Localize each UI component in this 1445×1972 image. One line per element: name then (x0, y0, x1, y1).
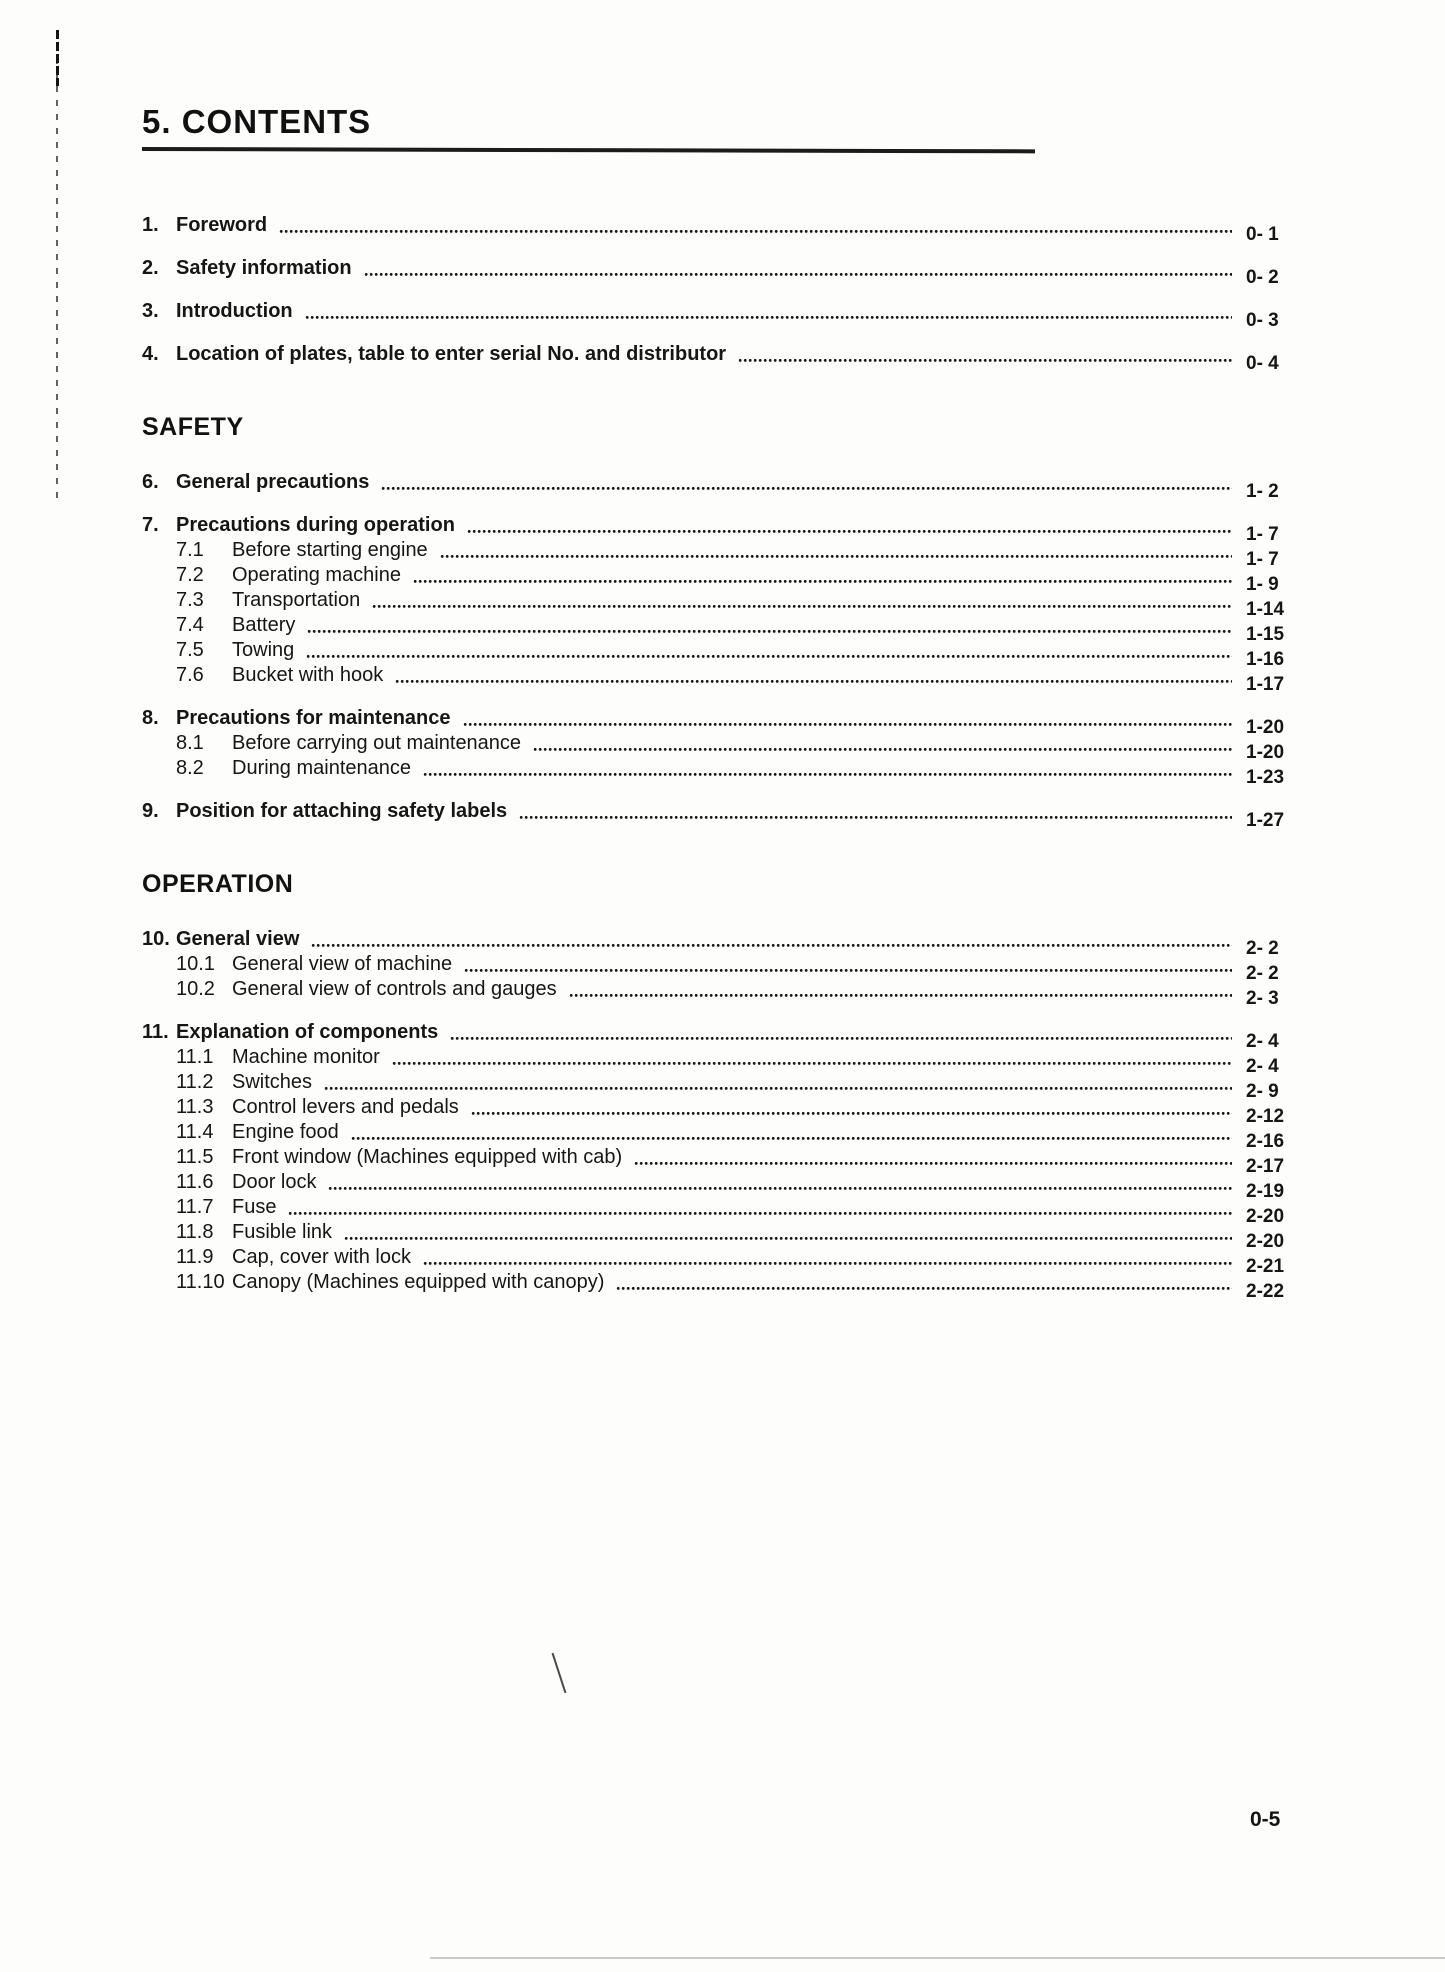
toc-entry (142, 977, 1310, 1009)
toc-entry-page: 1-20 (1246, 742, 1285, 763)
toc-entry (142, 588, 1310, 620)
page-content (142, 0, 1310, 1302)
toc-entry-label: Before starting engine (232, 539, 428, 561)
footer-page-number: 0-5 (1250, 1808, 1281, 1831)
toc-entry (142, 1245, 1310, 1277)
toc-leader-dots (344, 1236, 1232, 1241)
scan-gutter-dashes-top (56, 30, 59, 86)
toc-entry-label: Foreword (176, 214, 268, 236)
toc-entry (142, 256, 1310, 288)
toc-entry-number: 1. (142, 214, 159, 236)
toc-entry-page: 2-22 (1246, 1281, 1285, 1302)
toc-entry-page: 0- 2 (1246, 267, 1279, 288)
toc-entry-label: Location of plates, table to enter serial No. and distributor (176, 343, 727, 365)
toc-entry-label: Position for attaching safety labels (176, 800, 508, 822)
toc-entry-number: 6. (142, 471, 159, 493)
toc-entry-number: 8.2 (176, 757, 204, 779)
toc-entry-label: During maintenance (232, 757, 411, 779)
toc-entry-page: 1- 2 (1246, 481, 1279, 502)
toc-entry (142, 1045, 1310, 1077)
toc-entry (142, 1220, 1310, 1252)
toc-entry-page: 2-21 (1246, 1256, 1285, 1277)
toc-entry-number: 7. (142, 514, 159, 536)
toc-entry-number: 7.2 (176, 564, 204, 586)
toc-leader-dots (450, 1036, 1232, 1041)
toc-entry-number: 10.2 (176, 978, 215, 1000)
toc-entry-page: 0- 1 (1246, 224, 1279, 245)
toc-entry (142, 1095, 1310, 1127)
toc-entry (142, 799, 1310, 831)
toc-entry-number: 8. (142, 707, 159, 729)
toc-leader-dots (324, 1086, 1232, 1091)
toc-entry-page: 1-16 (1246, 649, 1285, 670)
toc-leader-dots (467, 529, 1232, 534)
toc-entry-page: 2-16 (1246, 1131, 1285, 1152)
toc-entry-number: 7.6 (176, 664, 204, 686)
toc-entry-label: Front window (Machines equipped with cab) (232, 1146, 623, 1168)
toc-leader-dots (395, 679, 1232, 684)
toc-leader-dots (519, 815, 1232, 820)
toc-entry-page: 2-12 (1246, 1106, 1285, 1127)
toc-entry-label: Battery (232, 614, 296, 636)
toc-entry (142, 756, 1310, 788)
toc-entry (142, 731, 1310, 763)
toc-entry-label: Cap, cover with lock (232, 1246, 411, 1268)
scan-stray-mark (552, 1653, 567, 1694)
toc-entry-number: 11.9 (176, 1246, 214, 1268)
page-title: 5. CONTENTS (142, 103, 372, 140)
toc-entry-page: 2-17 (1246, 1156, 1285, 1177)
toc-entry-number: 3. (142, 300, 159, 322)
toc-entry-page: 2- 4 (1246, 1031, 1279, 1052)
toc-entry-number: 7.5 (176, 639, 204, 661)
toc-entry-number: 11.1 (176, 1046, 214, 1068)
heading-rule (142, 147, 1035, 153)
toc-entry-page: 0- 4 (1246, 353, 1279, 374)
toc-entry-page: 2-20 (1246, 1206, 1285, 1227)
toc-leader-dots (533, 747, 1232, 752)
toc-entry-page: 0- 3 (1246, 310, 1279, 331)
toc-entry-page: 1- 7 (1246, 549, 1279, 570)
toc-entry-label: Door lock (232, 1171, 317, 1193)
toc-entry-label: General view of machine (232, 953, 453, 975)
toc-entry-label: Machine monitor (232, 1046, 380, 1068)
toc-entry-label: Before carrying out maintenance (232, 732, 522, 754)
toc-leader-dots (305, 315, 1232, 320)
toc-entry-label: Explanation of components (176, 1021, 439, 1043)
toc-leader-dots (738, 358, 1232, 363)
toc-entry (142, 1120, 1310, 1152)
toc-entry-page: 1-17 (1246, 674, 1285, 695)
toc-entry (142, 706, 1310, 738)
toc-leader-dots (311, 943, 1232, 948)
toc-entry (142, 663, 1310, 695)
toc-leader-dots (616, 1286, 1232, 1291)
toc-entry (142, 213, 1310, 245)
toc-entry (142, 952, 1310, 984)
toc-leader-dots (328, 1186, 1232, 1191)
toc-entry-number: 11.6 (176, 1171, 214, 1193)
section-header: SAFETY (142, 413, 244, 441)
toc-entry-page: 1- 7 (1246, 524, 1279, 545)
toc-entry-label: General view of controls and gauges (232, 978, 557, 1000)
toc-entry-label: Transportation (232, 589, 361, 611)
toc-leader-dots (569, 993, 1232, 998)
toc-entry (142, 1170, 1310, 1202)
toc-entry (142, 1145, 1310, 1177)
toc-entry-number: 2. (142, 257, 159, 279)
toc-leader-dots (381, 486, 1232, 491)
toc-entry (142, 927, 1310, 959)
toc-entry (142, 1070, 1310, 1102)
toc-leader-dots (471, 1111, 1232, 1116)
toc-leader-dots (288, 1211, 1232, 1216)
toc-entry (142, 299, 1310, 331)
toc-entry (142, 638, 1310, 670)
toc-entry-page: 2- 2 (1246, 938, 1279, 959)
toc-entry (142, 513, 1310, 545)
toc-entry-number: 11.7 (176, 1196, 214, 1218)
toc-entry-label: Switches (232, 1071, 313, 1093)
toc-entry-page: 1-14 (1246, 599, 1285, 620)
toc-entry-number: 7.3 (176, 589, 204, 611)
toc-entry-label: Fuse (232, 1196, 277, 1218)
toc-entry (142, 538, 1310, 570)
toc-entry-page: 1-27 (1246, 810, 1285, 831)
toc-entry-page: 2- 9 (1246, 1081, 1279, 1102)
toc-entry-number: 11. (142, 1021, 169, 1043)
toc-entry-label: Precautions during operation (176, 514, 455, 536)
scan-bottom-line (430, 1957, 1445, 1959)
toc-leader-dots (307, 629, 1232, 634)
toc-entry-label: Engine food (232, 1121, 339, 1143)
toc-entry-number: 9. (142, 800, 159, 822)
toc-leader-dots (364, 272, 1232, 277)
toc-entry (142, 1270, 1310, 1302)
toc-leader-dots (372, 604, 1232, 609)
toc-entry-page: 1-20 (1246, 717, 1285, 738)
toc-entry-label: Safety information (176, 257, 352, 279)
toc-leader-dots (423, 1261, 1232, 1266)
toc-entry-page: 1-23 (1246, 767, 1285, 788)
toc-entry-label: Canopy (Machines equipped with canopy) (232, 1271, 605, 1293)
toc-entry-number: 11.5 (176, 1146, 214, 1168)
toc-entry-page: 2- 3 (1246, 988, 1279, 1009)
toc-entry-number: 11.4 (176, 1121, 214, 1143)
toc-entry-label: Control levers and pedals (232, 1096, 459, 1118)
toc-entry-label: Introduction (176, 300, 293, 322)
toc-entry-number: 10.1 (176, 953, 215, 975)
toc-entry-page: 2- 2 (1246, 963, 1279, 984)
toc-entry (142, 613, 1310, 645)
toc-entry-number: 10. (142, 928, 170, 950)
toc-entry-label: Towing (232, 639, 295, 661)
toc-entry-number: 11.10 (176, 1271, 225, 1293)
toc-entry-number: 11.2 (176, 1071, 214, 1093)
toc-entry (142, 470, 1310, 502)
toc-leader-dots (306, 654, 1232, 659)
toc-entry-number: 11.3 (176, 1096, 214, 1118)
toc-leader-dots (279, 229, 1232, 234)
toc-leader-dots (634, 1161, 1232, 1166)
toc-leader-dots (463, 722, 1232, 727)
toc-entry-number: 8.1 (176, 732, 204, 754)
toc-entry-page: 2-19 (1246, 1181, 1285, 1202)
toc-entry-number: 7.4 (176, 614, 204, 636)
toc-entry-label: General view (176, 928, 300, 950)
toc-entry-label: Precautions for maintenance (176, 707, 451, 729)
toc-entry-number: 4. (142, 343, 159, 365)
toc-entry-page: 2-20 (1246, 1231, 1285, 1252)
toc-leader-dots (464, 968, 1232, 973)
section-header: OPERATION (142, 870, 294, 898)
toc (142, 213, 1310, 1302)
toc-entry-label: Fusible link (232, 1221, 333, 1243)
toc-entry-number: 11.8 (176, 1221, 214, 1243)
toc-entry (142, 1020, 1310, 1052)
toc-leader-dots (392, 1061, 1232, 1066)
toc-entry (142, 563, 1310, 595)
toc-entry-number: 7.1 (176, 539, 204, 561)
toc-entry-page: 1-15 (1246, 624, 1285, 645)
toc-entry-page: 1- 9 (1246, 574, 1279, 595)
toc-entry-label: Operating machine (232, 564, 401, 586)
toc-entry (142, 342, 1310, 374)
toc-leader-dots (440, 554, 1232, 559)
toc-leader-dots (413, 579, 1232, 584)
toc-entry-label: General precautions (176, 471, 370, 493)
toc-leader-dots (423, 772, 1232, 777)
toc-entry-page: 2- 4 (1246, 1056, 1279, 1077)
toc-entry-label: Bucket with hook (232, 664, 384, 686)
toc-leader-dots (351, 1136, 1232, 1141)
scan-gutter-dashes (56, 30, 58, 500)
toc-entry (142, 1195, 1310, 1227)
